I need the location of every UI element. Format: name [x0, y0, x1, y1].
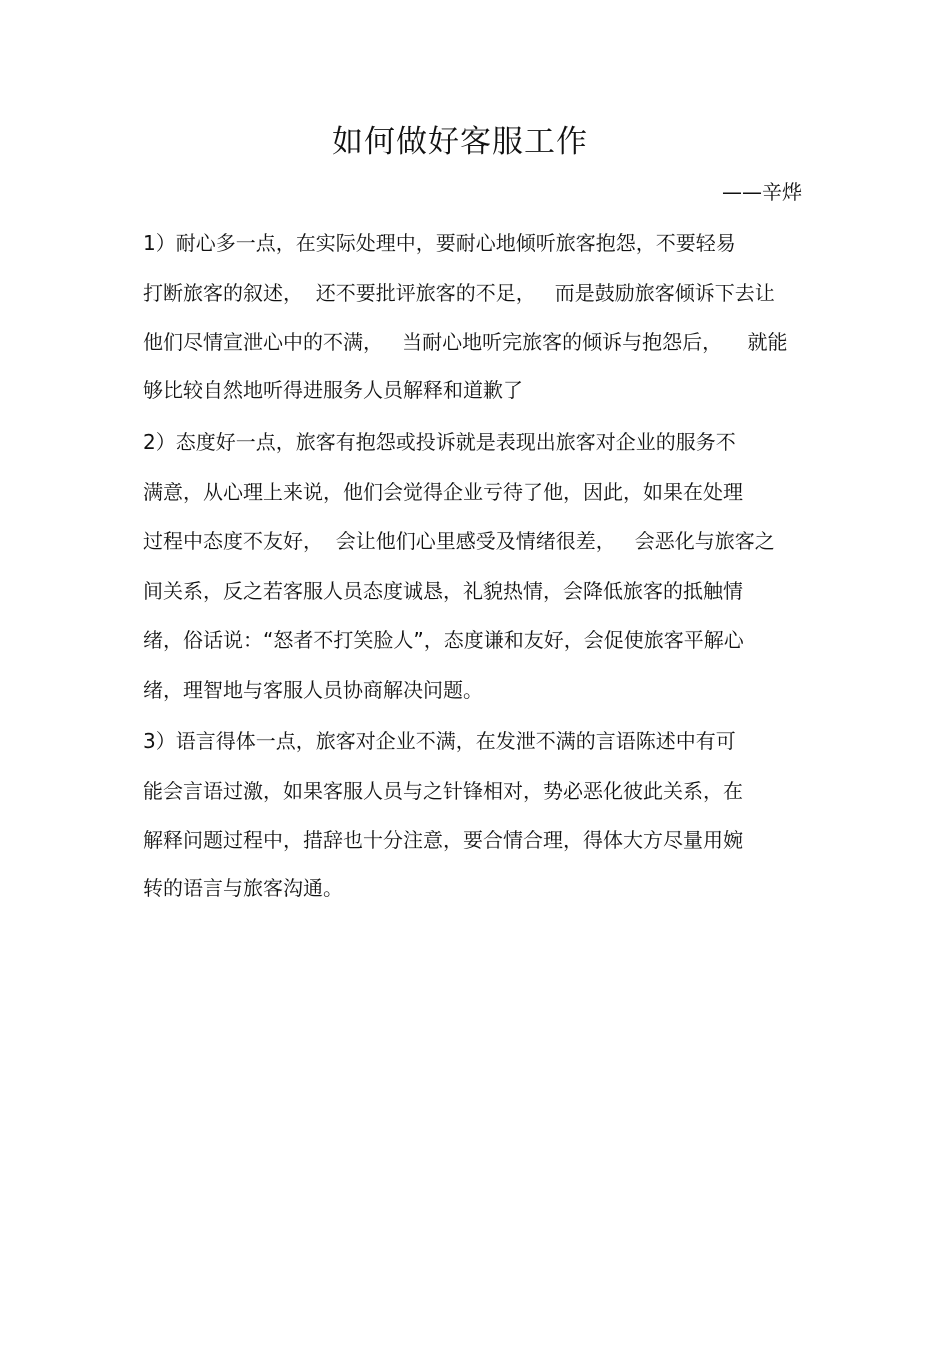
paragraph-2-line-1: 2）态度好一点，旅客有抱怨或投诉就是表现出旅客对企业的服务不 [143, 430, 736, 454]
paragraph-2-line-4: 间关系，反之若客服人员态度诚恳，礼貌热情，会降低旅客的抵触情 [143, 579, 743, 603]
paragraph-3-line-1: 3）语言得体一点，旅客对企业不满，在发泄不满的言语陈述中有可 [143, 729, 736, 753]
page-title: 如何做好客服工作 [332, 124, 588, 160]
paragraph-1-line-2: 打断旅客的叙述， 还不要批评旅客的不足， 而是鼓励旅客倾诉下去让 [143, 281, 775, 305]
paragraph-3-line-3: 解释问题过程中，措辞也十分注意，要合情合理，得体大方尽量用婉 [143, 828, 743, 852]
paragraph-2-line-2: 满意，从心理上来说，他们会觉得企业亏待了他，因此，如果在处理 [143, 480, 743, 504]
author-byline: ——辛烨 [722, 180, 802, 204]
paragraph-1-line-4: 够比较自然地听得进服务人员解释和道歉了 [143, 378, 523, 402]
paragraph-3-line-2: 能会言语过激，如果客服人员与之针锋相对，势必恶化彼此关系，在 [143, 779, 743, 803]
paragraph-2-line-5: 绪，俗话说：“怒者不打笑脸人”，态度谦和友好，会促使旅客平解心 [143, 628, 744, 652]
paragraph-1-line-3: 他们尽情宣泄心中的不满， 当耐心地听完旅客的倾诉与抱怨后， 就能 [143, 330, 788, 354]
paragraph-2-line-6: 绪，理智地与客服人员协商解决问题。 [143, 678, 483, 702]
paragraph-1-line-1: 1）耐心多一点，在实际处理中，要耐心地倾听旅客抱怨，不要轻易 [143, 231, 736, 255]
paragraph-3-line-4: 转的语言与旅客沟通。 [143, 876, 343, 900]
paragraph-2-line-3: 过程中态度不友好， 会让他们心里感受及情绪很差， 会恶化与旅客之 [143, 529, 775, 553]
